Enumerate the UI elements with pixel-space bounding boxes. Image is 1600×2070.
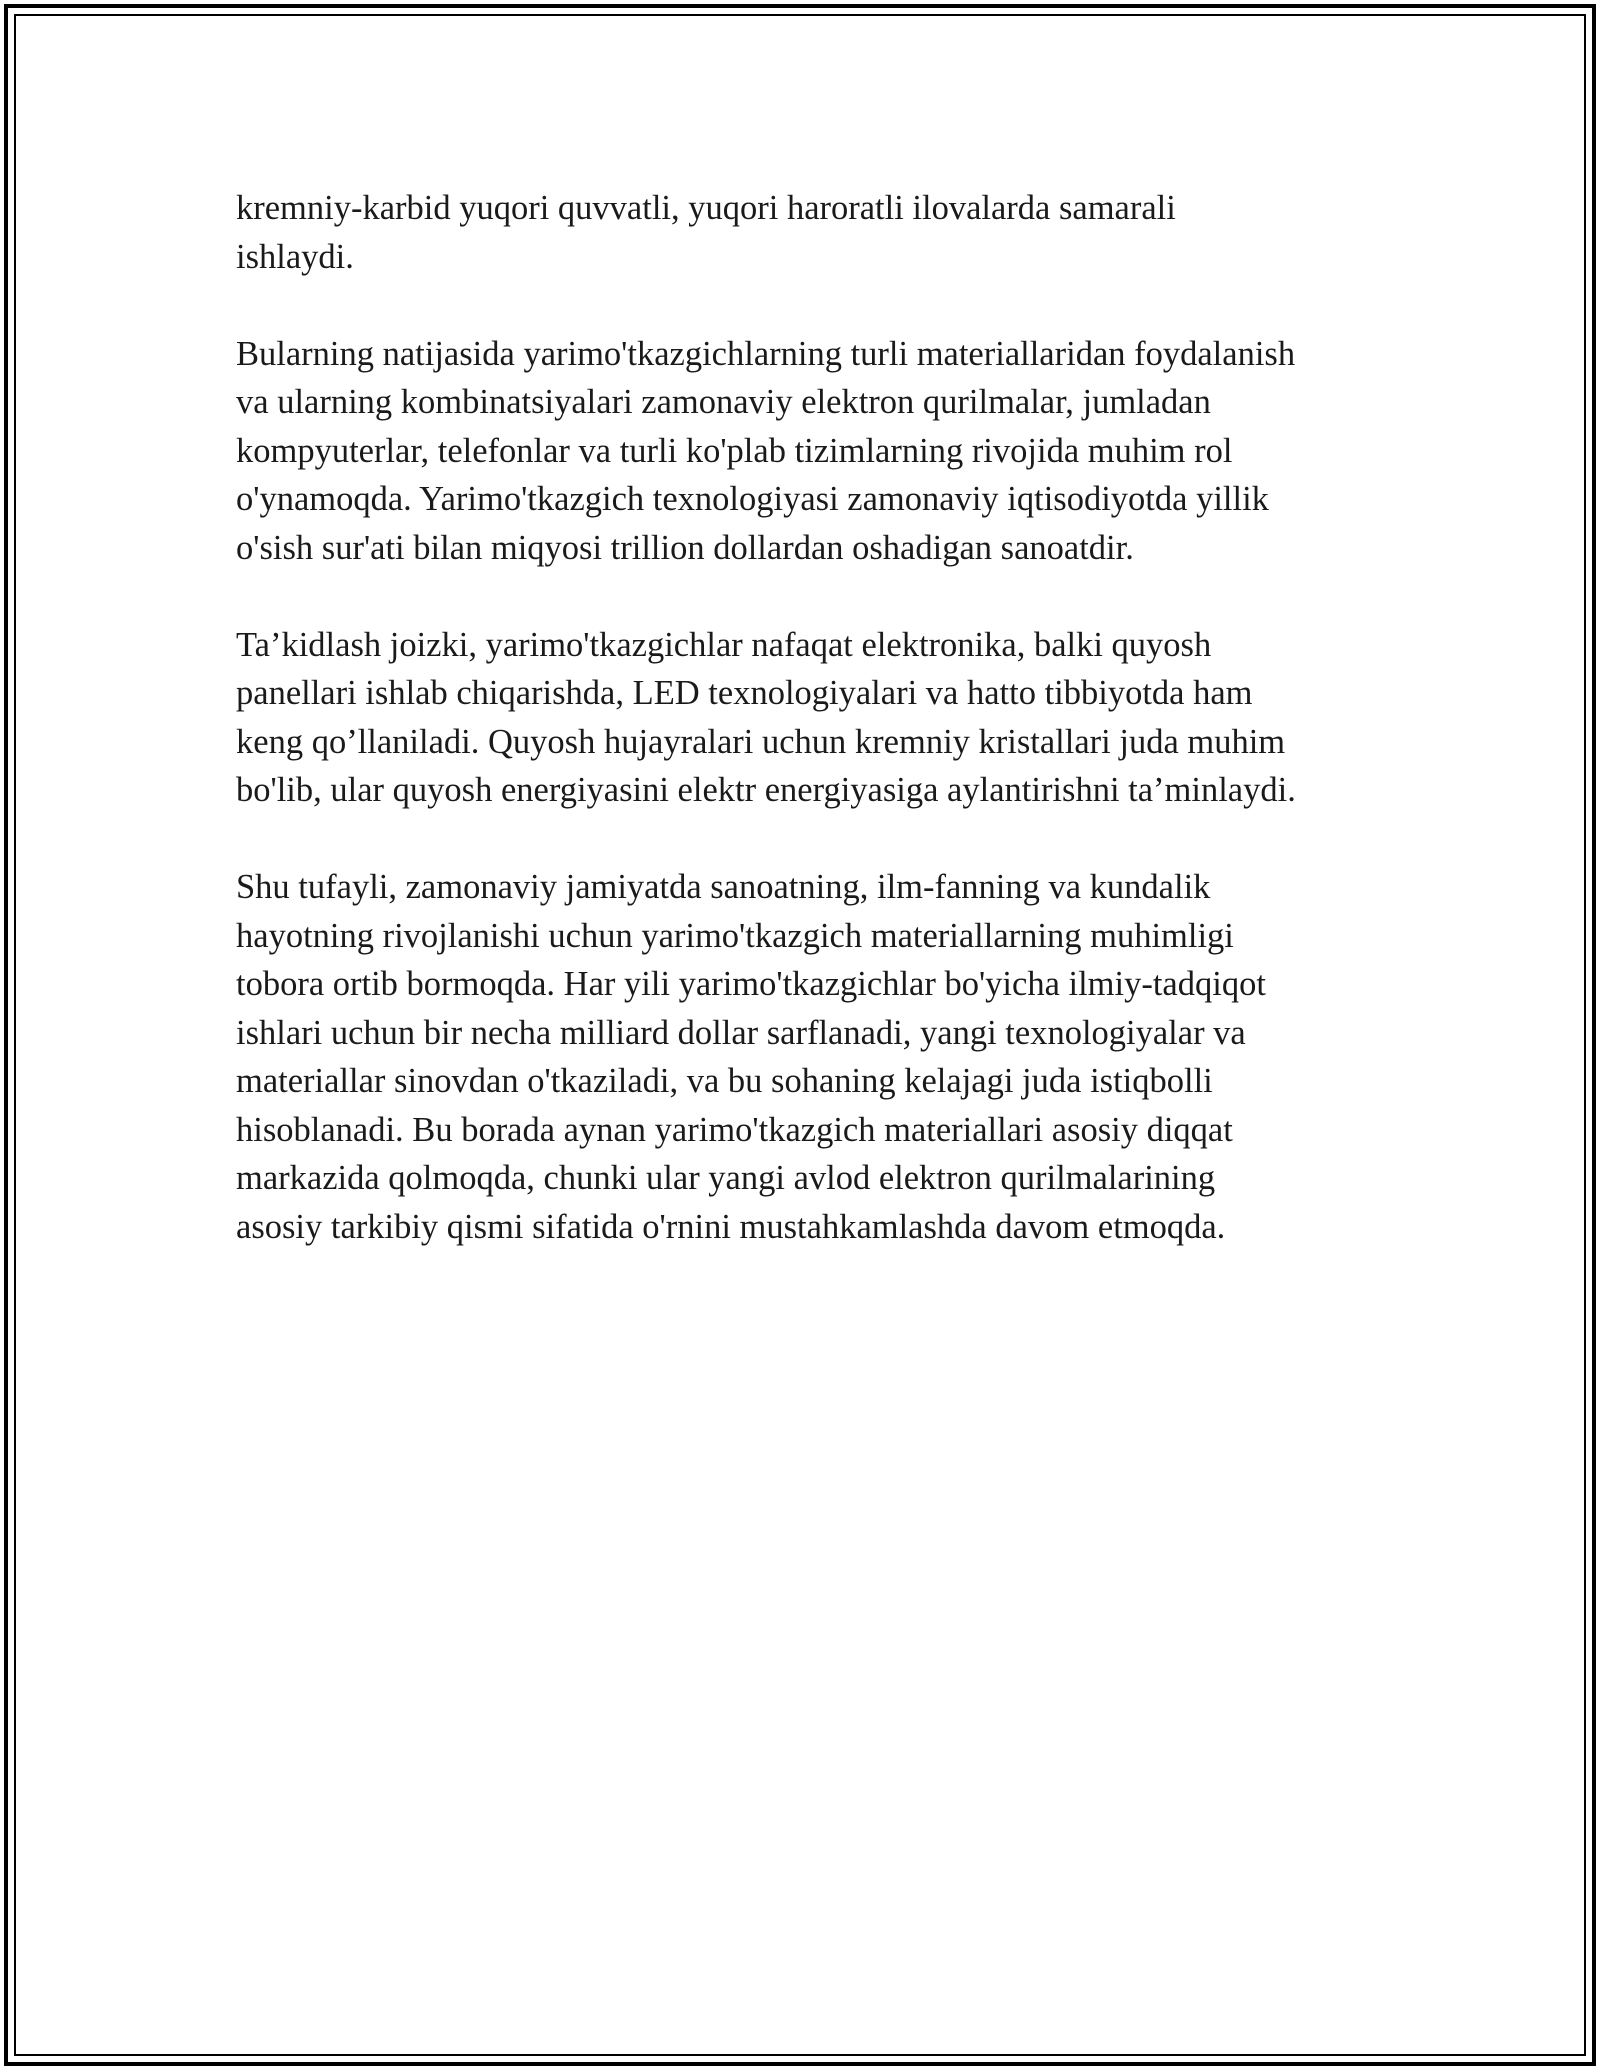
paragraph-1: kremniy-karbid yuqori quvvatli, yuqori haroratli ilovalarda samarali ishlaydi. bbox=[236, 189, 1176, 276]
document-body bbox=[236, 184, 1376, 1300]
paragraph-4: Shu tufayli, zamonaviy jamiyatda sanoatning, ilm-fanning va kundalik hayotning rivojlanishi uchun yarimo'tkazgich materiallarning muhimligi tobora ortib bormoqda. Har yili yarimo'tkazgichlar bo'yicha ilmiy-tadqiqot ishlari uchun bir necha milliard dollar sarflanadi, yangi texnologiyalar va materiallar sinovdan o'tkaziladi, va bu sohaning kelajagi juda istiqbolli hisoblanadi. Bu borada aynan yarimo'tkazgich materiallari asosiy diqqat markazida qolmoqda, chunki ular yangi avlod elektron qurilmalarining asosiy tarkibiy qismi sifatida o'rnini mustahkamlashda davom etmoqda. bbox=[236, 868, 1266, 1246]
paragraph-3: Ta’kidlash joizki, yarimo'tkazgichlar nafaqat elektronika, balki quyosh panellari ishlab chiqarishda, LED texnologiyalari va hatto tibbiyotda ham keng qo’llaniladi. Quyosh hujayralari uchun kremniy kristallari juda muhim bo'lib, ular quyosh energiyasini elektr energiyasiga aylantirishni ta’minlaydi. bbox=[236, 625, 1296, 809]
paragraph-2: Bularning natijasida yarimo'tkazgichlarning turli materiallaridan foydalanish va ularning kombinatsiyalari zamonaviy elektron qurilmalar, jumladan kompyuterlar, telefonlar va turli ko'plab tizimlarning rivojida muhim rol o'ynamoqda. Yarimo'tkazgich texnologiyasi zamonaviy iqtisodiyotda yillik o'sish sur'ati bilan miqyosi trillion dollardan oshadigan sanoatdir. bbox=[236, 334, 1296, 567]
